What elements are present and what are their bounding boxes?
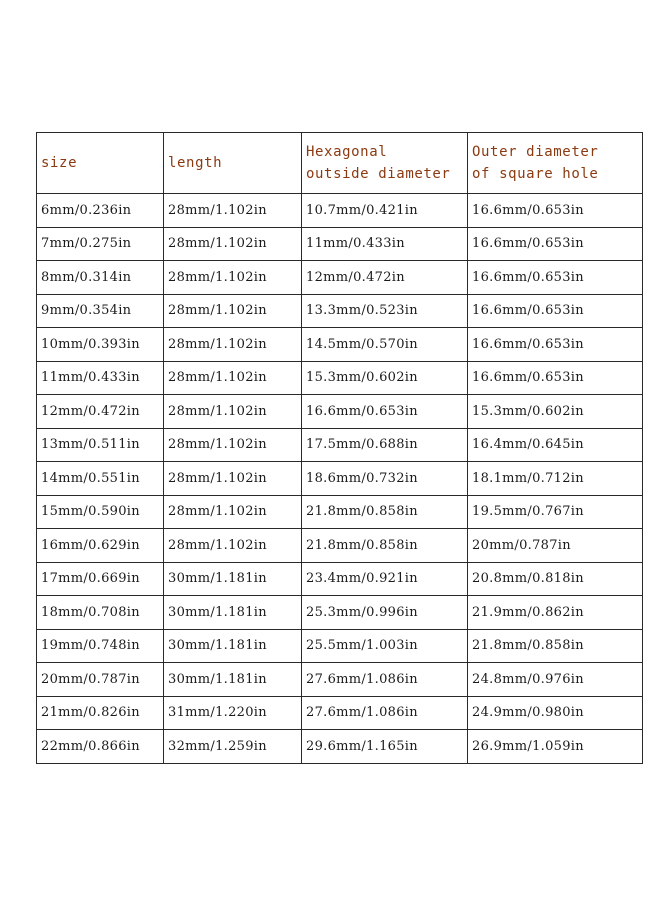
table-row: [37, 294, 643, 328]
header-square-line2: of square hole: [472, 166, 599, 182]
square-hole-diameter-cell: 20mm/0.787in: [468, 529, 643, 563]
table-row: [37, 462, 643, 496]
length-cell: 28mm/1.102in: [164, 294, 302, 328]
hex-diameter-cell: 16.6mm/0.653in: [302, 395, 468, 429]
size-cell: 9mm/0.354in: [37, 294, 164, 328]
hex-diameter-cell: 12mm/0.472in: [302, 261, 468, 295]
size-spec-table: [36, 132, 643, 764]
size-cell: 14mm/0.551in: [37, 462, 164, 496]
square-hole-diameter-cell: 16.6mm/0.653in: [468, 227, 643, 261]
header-hexagonal-line2: outside diameter: [306, 166, 451, 182]
table-row: [37, 495, 643, 529]
size-cell: 11mm/0.433in: [37, 361, 164, 395]
length-cell: 30mm/1.181in: [164, 596, 302, 630]
table-row: [37, 194, 643, 228]
hex-diameter-cell: 21.8mm/0.858in: [302, 495, 468, 529]
length-cell: 28mm/1.102in: [164, 428, 302, 462]
length-cell: 30mm/1.181in: [164, 562, 302, 596]
size-cell: 18mm/0.708in: [37, 596, 164, 630]
table-row: [37, 428, 643, 462]
hex-diameter-cell: 15.3mm/0.602in: [302, 361, 468, 395]
length-cell: 28mm/1.102in: [164, 495, 302, 529]
square-hole-diameter-cell: 16.6mm/0.653in: [468, 294, 643, 328]
square-hole-diameter-cell: 24.8mm/0.976in: [468, 663, 643, 697]
size-cell: 7mm/0.275in: [37, 227, 164, 261]
hex-diameter-cell: 18.6mm/0.732in: [302, 462, 468, 496]
hex-diameter-cell: 10.7mm/0.421in: [302, 194, 468, 228]
table-row: [37, 361, 643, 395]
square-hole-diameter-cell: 16.6mm/0.653in: [468, 328, 643, 362]
table-row: [37, 562, 643, 596]
hex-diameter-cell: 14.5mm/0.570in: [302, 328, 468, 362]
size-cell: 13mm/0.511in: [37, 428, 164, 462]
size-cell: 10mm/0.393in: [37, 328, 164, 362]
header-length-text: length: [168, 155, 223, 171]
size-cell: 8mm/0.314in: [37, 261, 164, 295]
length-cell: 32mm/1.259in: [164, 730, 302, 764]
length-cell: 28mm/1.102in: [164, 361, 302, 395]
length-cell: 30mm/1.181in: [164, 663, 302, 697]
length-cell: 31mm/1.220in: [164, 696, 302, 730]
header-hexagonal-outside-diameter: [302, 133, 468, 194]
header-size: [37, 133, 164, 194]
square-hole-diameter-cell: 16.6mm/0.653in: [468, 361, 643, 395]
square-hole-diameter-cell: 21.9mm/0.862in: [468, 596, 643, 630]
length-cell: 28mm/1.102in: [164, 529, 302, 563]
square-hole-diameter-cell: 15.3mm/0.602in: [468, 395, 643, 429]
table-row: [37, 227, 643, 261]
size-cell: 15mm/0.590in: [37, 495, 164, 529]
size-cell: 19mm/0.748in: [37, 629, 164, 663]
hex-diameter-cell: 11mm/0.433in: [302, 227, 468, 261]
square-hole-diameter-cell: 20.8mm/0.818in: [468, 562, 643, 596]
hex-diameter-cell: 27.6mm/1.086in: [302, 696, 468, 730]
hex-diameter-cell: 13.3mm/0.523in: [302, 294, 468, 328]
table-row: [37, 629, 643, 663]
length-cell: 28mm/1.102in: [164, 462, 302, 496]
table-body: [37, 194, 643, 764]
table-row: [37, 328, 643, 362]
square-hole-diameter-cell: 26.9mm/1.059in: [468, 730, 643, 764]
table-row: [37, 663, 643, 697]
table-row: [37, 730, 643, 764]
table-row: [37, 261, 643, 295]
header-square-hole-outer-diameter: [468, 133, 643, 194]
length-cell: 30mm/1.181in: [164, 629, 302, 663]
square-hole-diameter-cell: 16.4mm/0.645in: [468, 428, 643, 462]
hex-diameter-cell: 17.5mm/0.688in: [302, 428, 468, 462]
header-hexagonal-line1: Hexagonal: [306, 144, 388, 160]
hex-diameter-cell: 25.5mm/1.003in: [302, 629, 468, 663]
length-cell: 28mm/1.102in: [164, 395, 302, 429]
header-row: [37, 133, 643, 194]
hex-diameter-cell: 29.6mm/1.165in: [302, 730, 468, 764]
square-hole-diameter-cell: 19.5mm/0.767in: [468, 495, 643, 529]
length-cell: 28mm/1.102in: [164, 227, 302, 261]
square-hole-diameter-cell: 18.1mm/0.712in: [468, 462, 643, 496]
square-hole-diameter-cell: 24.9mm/0.980in: [468, 696, 643, 730]
size-cell: 6mm/0.236in: [37, 194, 164, 228]
size-cell: 20mm/0.787in: [37, 663, 164, 697]
size-cell: 21mm/0.826in: [37, 696, 164, 730]
header-size-text: size: [41, 155, 78, 171]
header-square-line1: Outer diameter: [472, 144, 599, 160]
table-row: [37, 596, 643, 630]
hex-diameter-cell: 25.3mm/0.996in: [302, 596, 468, 630]
length-cell: 28mm/1.102in: [164, 328, 302, 362]
hex-diameter-cell: 27.6mm/1.086in: [302, 663, 468, 697]
size-cell: 12mm/0.472in: [37, 395, 164, 429]
square-hole-diameter-cell: 21.8mm/0.858in: [468, 629, 643, 663]
square-hole-diameter-cell: 16.6mm/0.653in: [468, 261, 643, 295]
header-length: [164, 133, 302, 194]
size-cell: 17mm/0.669in: [37, 562, 164, 596]
size-cell: 22mm/0.866in: [37, 730, 164, 764]
square-hole-diameter-cell: 16.6mm/0.653in: [468, 194, 643, 228]
length-cell: 28mm/1.102in: [164, 261, 302, 295]
table-row: [37, 529, 643, 563]
length-cell: 28mm/1.102in: [164, 194, 302, 228]
size-cell: 16mm/0.629in: [37, 529, 164, 563]
table-row: [37, 696, 643, 730]
table-row: [37, 395, 643, 429]
hex-diameter-cell: 23.4mm/0.921in: [302, 562, 468, 596]
hex-diameter-cell: 21.8mm/0.858in: [302, 529, 468, 563]
